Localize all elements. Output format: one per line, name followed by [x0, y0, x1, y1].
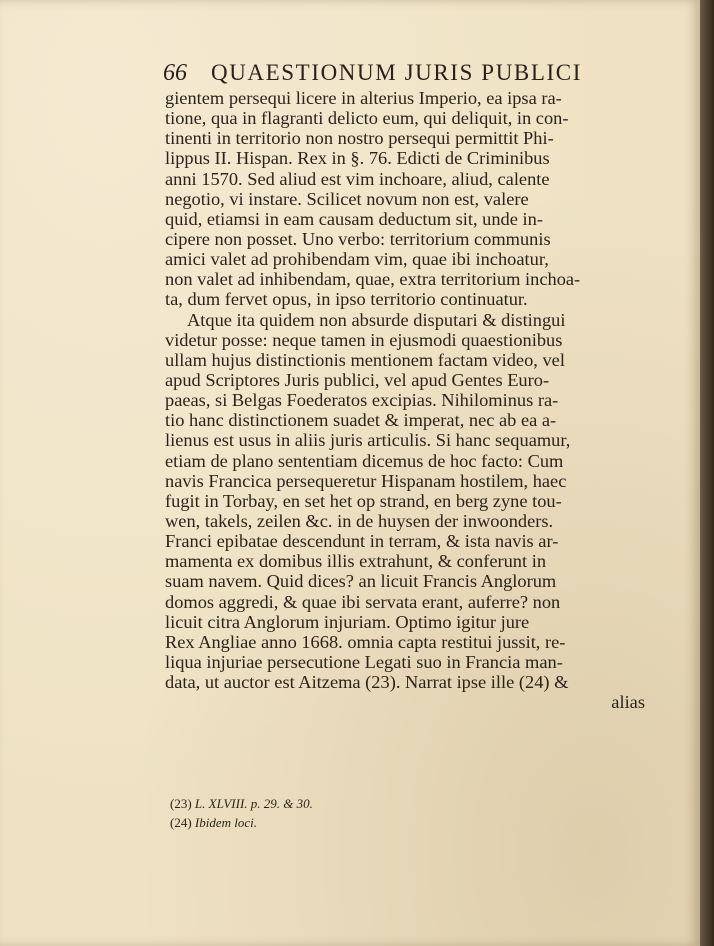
text-line: data, ut auctor est Aitzema (23). Narrat ipse ille (24) & [165, 672, 569, 693]
running-head [163, 58, 629, 90]
text-line: paeas, si Belgas Foederatos excipias. Nihilominus ra- [165, 390, 559, 411]
text-line: anni 1570. Sed aliud est vim inchoare, aliud, calente [165, 168, 550, 189]
text-line: ta, dum fervet opus, in ipso territorio continuatur. [165, 289, 528, 310]
text-line: licuit citra Anglorum injuriam. Optimo igitur jure [165, 611, 530, 632]
text-line: cipere non posset. Uno verbo: territorium communis [165, 228, 551, 249]
text-line: videtur posse: neque tamen in ejusmodi quaestionibus [165, 329, 563, 350]
text-line: tio hanc distinctionem suadet & imperat, nec ab ea a- [165, 410, 557, 431]
text-line: amici valet ad prohibendam vim, quae ibi inchoatur, [165, 249, 549, 270]
text-line: tinenti in territorio non nostro persequi permittit Phi- [165, 128, 554, 149]
page-edge-shadow [700, 0, 714, 946]
text-line: Franci epibatae descendunt in terram, & ista navis ar- [165, 531, 559, 552]
text-line: negotio, vi instare. Scilicet novum non est, valere [165, 188, 529, 209]
body-text [165, 88, 653, 712]
footnote [170, 813, 470, 832]
text-line: non valet ad inhibendam, quae, extra territorium inchoa- [165, 269, 581, 290]
text-line: tione, qua in flagranti delicto eum, qui deliquit, in con- [165, 108, 569, 129]
footnote [170, 794, 470, 813]
paragraph-start-line: Atque ita quidem non absurde disputari & distingui [187, 309, 566, 330]
text-line: wen, takels, zeilen &c. in de huysen der inwoonders. [165, 510, 554, 531]
text-line: gientem persequi licere in alterius Imperio, ea ipsa ra- [165, 88, 562, 108]
text-line: mamenta ex domibus illis extrahunt, & conferunt in [165, 551, 547, 572]
text-line: domos aggredi, & quae ibi servata erant, auferre? non [165, 591, 561, 612]
text-line: quid, etiamsi in eam causam deductum sit, unde in- [165, 208, 543, 229]
footnote-text: L. XLVIII. p. 29. & 30. [194, 796, 313, 811]
text-line: lippus II. Hispan. Rex in §. 76. Edicti de Criminibus [165, 148, 550, 169]
footnote-text: Ibidem loci. [194, 815, 258, 830]
text-line: ullam hujus distinctionis mentionem factam video, vel [165, 349, 565, 370]
text-line: navis Francica persequeretur Hispanam hostilem, haec [165, 470, 567, 491]
catchword: alias [611, 692, 645, 713]
footnotes [170, 794, 470, 832]
text-line: apud Scriptores Juris publici, vel apud Gentes Euro- [165, 369, 550, 390]
text-line: suam navem. Quid dices? an licuit Francis Anglorum [165, 571, 557, 592]
page-number: 66 [163, 60, 187, 86]
footnote-label: (23) [170, 796, 192, 811]
text-line: fugit in Torbay, en set het op strand, en berg zyne tou- [165, 490, 562, 511]
text-line: Rex Angliae anno 1668. omnia capta restitui jussit, re- [165, 631, 566, 652]
text-line: etiam de plano sententiam dicemus de hoc facto: Cum [165, 450, 564, 471]
footnote-label: (24) [170, 815, 192, 830]
text-line: liqua injuriae persecutione Legati suo in Francia man- [165, 651, 563, 672]
text-line: lienus est usus in aliis juris articulis. Si hanc sequamur, [165, 430, 571, 451]
running-title: QUAESTIONUM JURIS PUBLICI [211, 60, 582, 85]
